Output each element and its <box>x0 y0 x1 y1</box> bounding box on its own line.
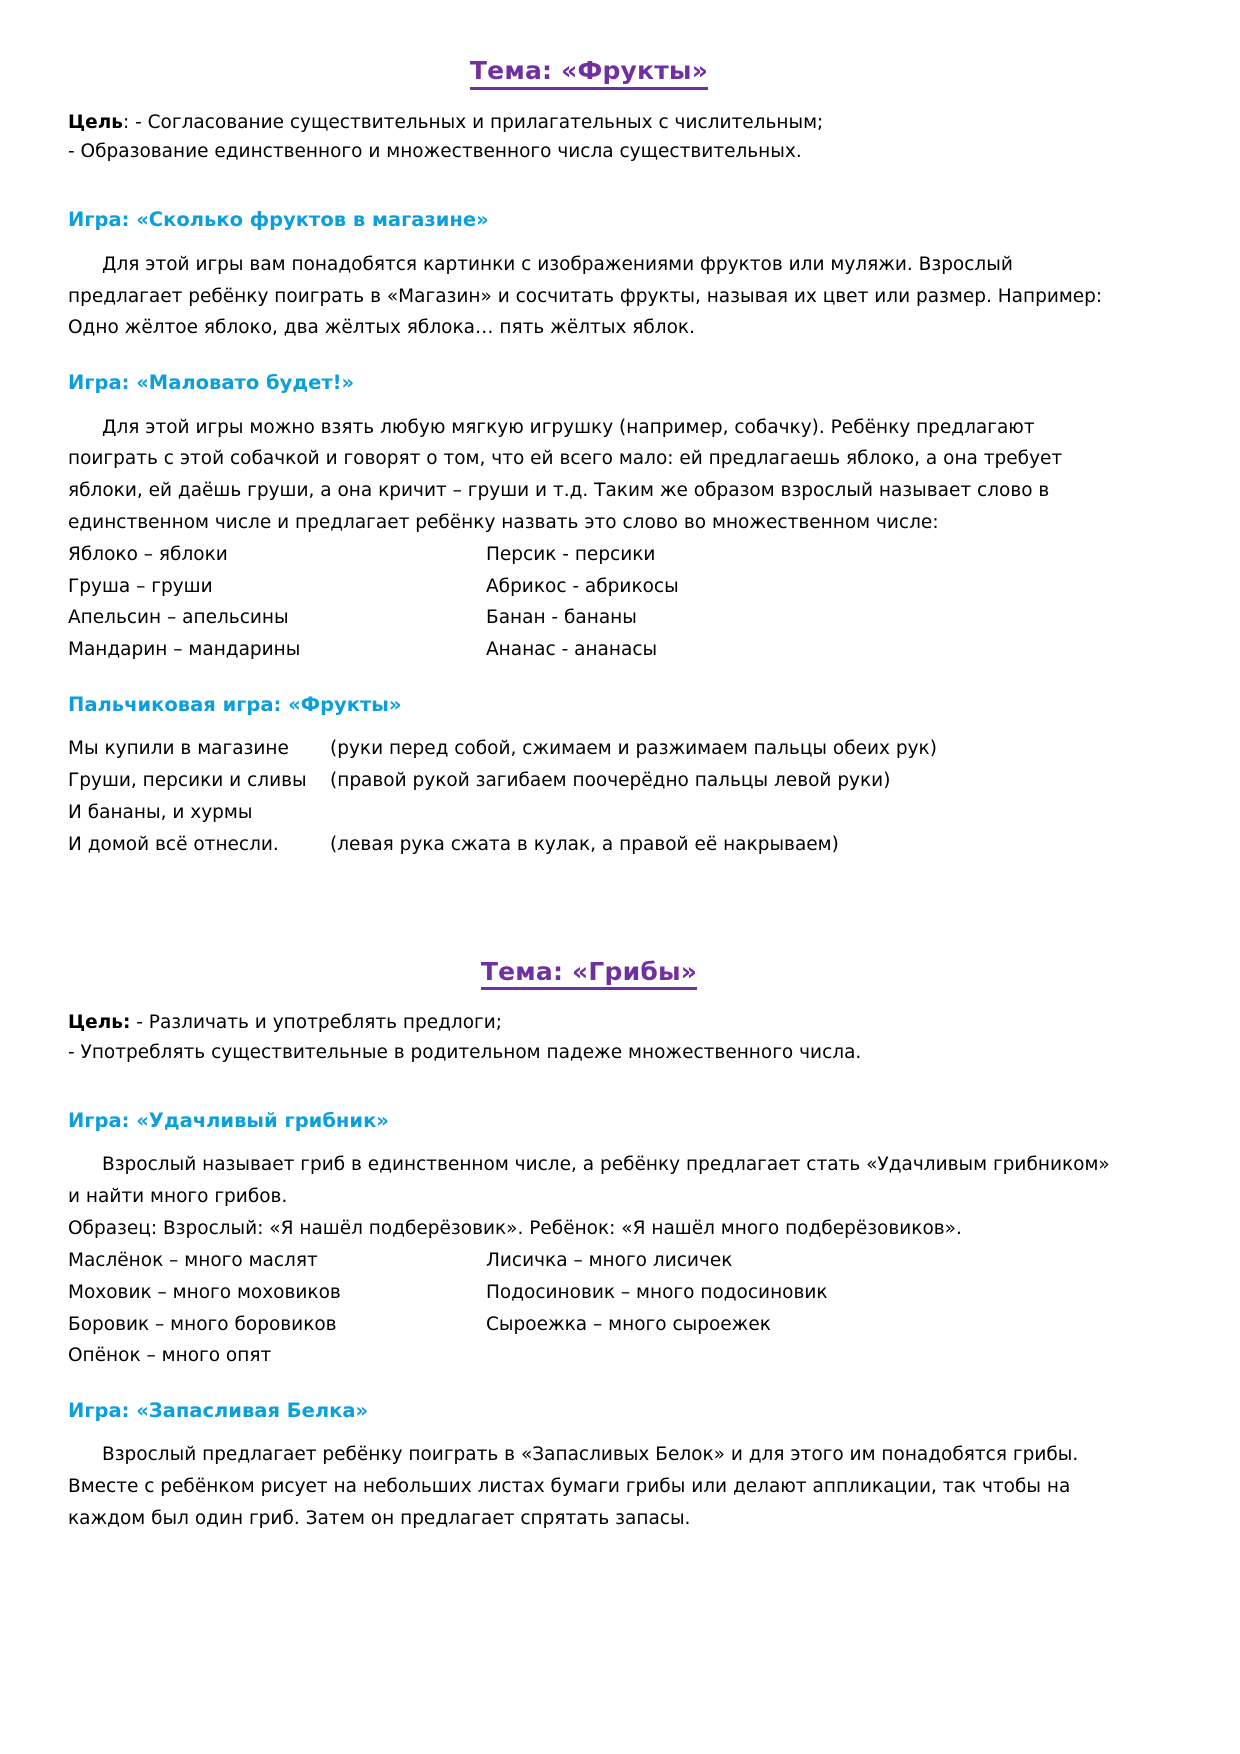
spacer <box>68 666 1110 692</box>
goal-label: Цель: <box>68 1012 131 1034</box>
game-heading-thrifty-squirrel: Игра: «Запасливая Белка» <box>68 1399 369 1423</box>
wordlist-row <box>68 1245 1110 1277</box>
fingerlist-row <box>68 765 1110 797</box>
wordlist-row <box>68 539 1110 571</box>
wordlist-row <box>68 1340 1110 1372</box>
goal-block-mushrooms <box>68 1008 1110 1068</box>
fingerlist-verse: И домой всё отнесли. <box>68 833 279 855</box>
fingerlist-verse: И бананы, и хурмы <box>68 802 253 824</box>
wordlist-mushrooms <box>68 1245 1110 1372</box>
game-paragraph-not-enough: Для этой игры можно взять любую мягкую игрушку (например, собачку). Ребёнку предлагают поиграть с этой собачкой и говорят о том, что ей всего мало: ей предлагаешь яблоко, а она требует яблоки, ей даёшь груши, а она кричит – груши и т.д. Таким же образом взрослый называет слово в единственном числе и предлагает ребёнку назвать это слово во множественном числе: <box>68 416 1063 533</box>
fingerlist-row <box>68 797 1110 829</box>
spacer <box>68 1423 1110 1439</box>
goal-line-1 <box>68 1008 1110 1038</box>
section-title-mushrooms-text: Тема: «Грибы» <box>481 957 697 991</box>
spacer <box>68 344 1110 370</box>
goal-block-fruits <box>68 108 1110 168</box>
wordlist-left: Мандарин – мандарины <box>68 639 301 661</box>
spacer <box>68 1372 1110 1398</box>
game-heading-finger-fruits: Пальчиковая игра: «Фрукты» <box>68 693 402 717</box>
goal-label: Цель <box>68 111 123 133</box>
spacer <box>68 1068 1110 1108</box>
wordlist-right: Персик - персики <box>486 543 656 565</box>
game-example-lucky-picker: Образец: Взрослый: «Я нашёл подберёзовик». Ребёнок: «Я нашёл много подберёзовиков». <box>68 1218 962 1240</box>
wordlist-right: Лисичка – много лисичек <box>486 1249 733 1271</box>
section-spacer <box>68 861 1110 957</box>
goal-line-2: - Употреблять существительные в родительном падеже множественного числа. <box>68 1042 862 1064</box>
wordlist-left: Моховик – много моховиков <box>68 1281 341 1303</box>
wordlist-left: Боровик – много боровиков <box>68 1313 337 1335</box>
goal-text-1: : - Согласование существительных и прилагательных с числительным; <box>122 111 824 133</box>
spacer <box>68 167 1110 207</box>
wordlist-row <box>68 571 1110 603</box>
wordlist-row <box>68 602 1110 634</box>
fingerlist-action: (левая рука сжата в кулак, а правой её накрываем) <box>330 833 839 855</box>
game-heading-lucky-picker: Игра: «Удачливый грибник» <box>68 1109 389 1133</box>
game-heading-shop-count: Игра: «Сколько фруктов в магазине» <box>68 208 489 232</box>
wordlist-right: Абрикос - абрикосы <box>486 575 679 597</box>
wordlist-left: Маслёнок – много маслят <box>68 1249 318 1271</box>
fingerlist-fruits <box>68 733 1110 860</box>
goal-text-1: - Различать и употреблять предлоги; <box>130 1012 503 1034</box>
wordlist-row <box>68 1309 1110 1341</box>
wordlist-right: Ананас - ананасы <box>486 639 658 661</box>
wordlist-row <box>68 1277 1110 1309</box>
fingerlist-verse: Мы купили в магазине <box>68 738 289 760</box>
wordlist-right: Подосиновик – много подосиновик <box>486 1281 828 1303</box>
game-paragraph-shop-count: Для этой игры вам понадобятся картинки с изображениями фруктов или муляжи. Взрослый предлагает ребёнку поиграть в «Магазин» и сосчитать фрукты, называя их цвет или размер. Например: Одно жёлтое яблоко, два жёлтых яблока… пять жёлтых яблок. <box>68 253 1103 339</box>
section-title-mushrooms <box>68 957 1110 991</box>
spacer <box>68 717 1110 733</box>
wordlist-right: Банан - бананы <box>486 607 637 629</box>
wordlist-left: Апельсин – апельсины <box>68 607 289 629</box>
goal-line-1 <box>68 108 1110 138</box>
spacer <box>68 233 1110 249</box>
wordlist-fruits <box>68 539 1110 666</box>
fingerlist-row <box>68 829 1110 861</box>
game-paragraph-thrifty-squirrel: Взрослый предлагает ребёнку поиграть в «Запасливых Белок» и для этого им понадобятся грибы. Вместе с ребёнком рисует на небольших листах бумаги грибы или делают аппликации, так чтобы на каждом был один гриб. Затем он предлагает спрятать запасы. <box>68 1444 1079 1530</box>
fingerlist-row <box>68 733 1110 765</box>
fingerlist-verse: Груши, персики и сливы <box>68 770 307 792</box>
fingerlist-action: (руки перед собой, сжимаем и разжимаем пальцы обеих рук) <box>330 738 937 760</box>
wordlist-left: Груша – груши <box>68 575 213 597</box>
wordlist-left: Яблоко – яблоки <box>68 543 228 565</box>
game-paragraph-lucky-picker: Взрослый называет гриб в единственном числе, а ребёнку предлагает стать «Удачливым грибником» и найти много грибов. <box>68 1154 1110 1208</box>
game-heading-not-enough: Игра: «Маловато будет!» <box>68 371 355 395</box>
section-title-fruits <box>68 56 1110 90</box>
wordlist-left: Опёнок – много опят <box>68 1345 272 1367</box>
goal-line-2: - Образование единственного и множественного числа существительных. <box>68 141 802 163</box>
spacer <box>68 1133 1110 1149</box>
spacer <box>68 396 1110 412</box>
wordlist-right: Сыроежка – много сыроежек <box>486 1313 771 1335</box>
wordlist-row <box>68 634 1110 666</box>
fingerlist-action: (правой рукой загибаем поочерёдно пальцы левой руки) <box>330 770 891 792</box>
section-title-fruits-text: Тема: «Фрукты» <box>470 56 708 90</box>
